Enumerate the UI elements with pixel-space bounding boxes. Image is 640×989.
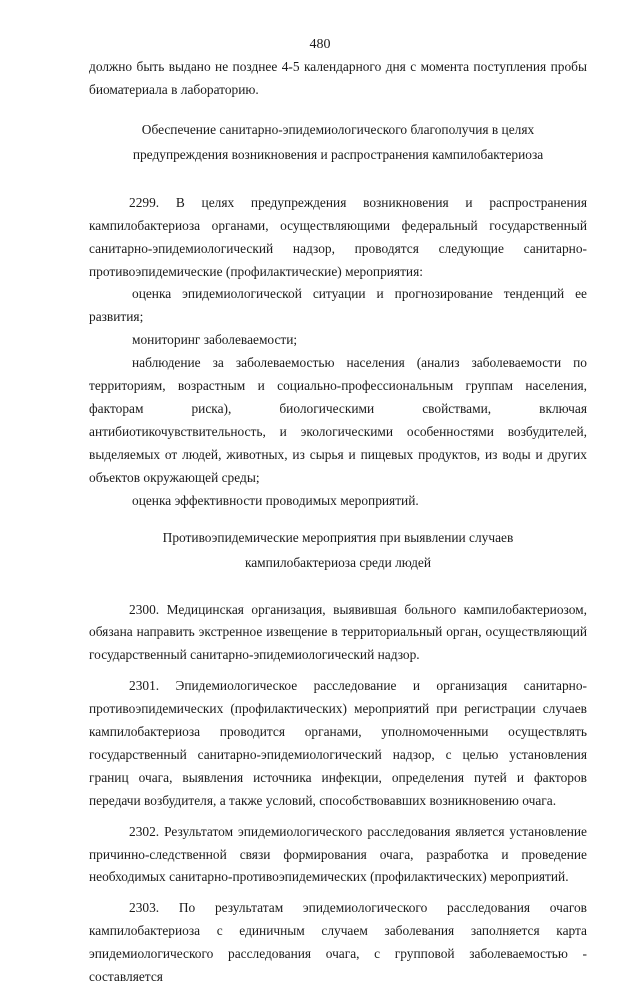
page-number: 480 [309,37,331,52]
paragraph-2303: 2303. По результатам эпидемиологического расследования очагов кампилобактериоза с единичным случаем заболевания заполняется карта эпидемиологического расследования очага, с групповой заболеваемостью - составляется [89,900,587,985]
paragraph-2301: 2301. Эпидемиологическое расследование и организация санитарно-противоэпидемических (профилактических) мероприятий при регистрации случаев кампилобактериоза проводится органами, уполномоченными осуществлять государственный санитарно-эпидемиологический надзор, с целью установления границ очага, выявления источника инфекции, определения путей и факторов передачи возбудителя, а также условий, способствовавших возникновению очага. [89,678,587,808]
heading-line: Противоэпидемические мероприятия при выявлении случаев [162,529,514,545]
list-item: оценка эффективности проводимых мероприятий. [132,492,419,508]
list-item: наблюдение за заболеваемостью населения (анализ заболеваемости по территориям, возрастным и социально-профессиональным группам населения, факторам риска), биологическими свойствами, включая антибиотикочувствительность, и экологическими особенностями возбудителей, выделяемых от людей, животных, из сырья и пищевых продуктов, из воды и других объектов окружающей среды; [89,355,587,485]
section-heading-prevention [89,117,587,167]
document-body [89,56,587,989]
heading-line: Обеспечение санитарно-эпидемиологического благополучия в целях [141,121,535,137]
list-item: мониторинг заболеваемости; [132,332,298,348]
section-heading-measures [89,525,587,575]
list-item: оценка эпидемиологической ситуации и прогнозирование тенденций ее развития; [89,286,587,325]
heading-line: кампилобактериоза среди людей [244,554,432,570]
intro-paragraph: должно быть выдано не позднее 4-5 календарного дня с момента поступления пробы биоматериала в лабораторию. [89,59,587,97]
paragraph-2302: 2302. Результатом эпидемиологического расследования является установление причинно-следственной связи формирования очага, разработка и проведение необходимых санитарно-противоэпидемических (профилактических) мероприятий. [89,823,587,885]
paragraph-2300: 2300. Медицинская организация, выявившая больного кампилобактериозом, обязана направить экстренное извещение в территориальный орган, осуществляющий государственный санитарно-эпидемиологический надзор. [89,601,587,663]
paragraph-2299: 2299. В целях предупреждения возникновения и распространения кампилобактериоза органами, осуществляющими федеральный государственный санитарно-эпидемиологический надзор, проводятся следующие санитарно-противоэпидемические (профилактические) мероприятия: [89,194,587,279]
heading-line: предупреждения возникновения и распространения кампилобактериоза [132,146,544,162]
